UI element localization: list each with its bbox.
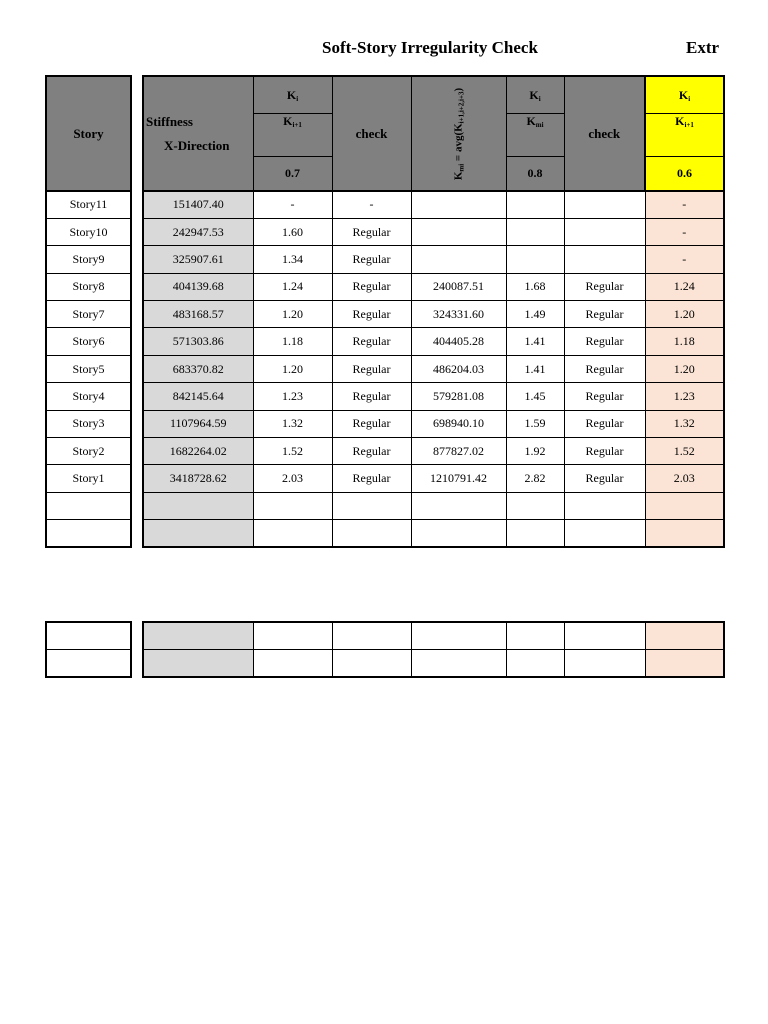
- ratio3-cell[interactable]: 1.20: [645, 355, 724, 382]
- table-row: [143, 492, 724, 519]
- table-row: [143, 301, 724, 328]
- kmi-formula-header: $K_{mi} = avg(K_{i+1,i+2,i+3})$: [411, 76, 506, 191]
- ratio2-cell[interactable]: [506, 218, 564, 245]
- ratio3-cell[interactable]: 1.24: [645, 273, 724, 300]
- check2-cell[interactable]: Regular: [564, 328, 645, 355]
- ratio1-cell[interactable]: 1.20: [253, 355, 332, 382]
- table-row: [143, 383, 724, 410]
- ratio3-cell[interactable]: 1.52: [645, 438, 724, 465]
- ratio1-cell[interactable]: 1.23: [253, 383, 332, 410]
- ratio1-cell[interactable]: [253, 649, 332, 676]
- table-row: [46, 246, 131, 273]
- table-row: [46, 191, 131, 218]
- table-row: [46, 301, 131, 328]
- stiffness-cell[interactable]: [143, 622, 253, 649]
- ratio2-cell[interactable]: [506, 520, 564, 547]
- kmi-cell[interactable]: 486204.03: [411, 355, 506, 382]
- story-cell[interactable]: Story6: [46, 328, 131, 355]
- table-row: [46, 383, 131, 410]
- kmi-cell[interactable]: 404405.28: [411, 328, 506, 355]
- table-row: [46, 355, 131, 382]
- ki1-header-3: $K_{i+1}$: [645, 114, 724, 157]
- story-cell[interactable]: Story3: [46, 410, 131, 437]
- story-column-table-lower: [45, 621, 132, 678]
- kmi-cell[interactable]: 1210791.42: [411, 465, 506, 492]
- check2-cell[interactable]: Regular: [564, 273, 645, 300]
- ratio2-cell[interactable]: 2.82: [506, 465, 564, 492]
- ratio2-cell[interactable]: 1.41: [506, 355, 564, 382]
- kmi-cell[interactable]: [411, 520, 506, 547]
- story-column-table: [45, 75, 132, 548]
- story-cell[interactable]: Story2: [46, 438, 131, 465]
- ratio2-cell[interactable]: [506, 492, 564, 519]
- table-row: [143, 246, 724, 273]
- table-row: [143, 465, 724, 492]
- kmi-cell[interactable]: [411, 492, 506, 519]
- stiffness-cell[interactable]: [143, 649, 253, 676]
- check1-cell[interactable]: Regular: [332, 246, 411, 273]
- kmi-cell[interactable]: 324331.60: [411, 301, 506, 328]
- check1-cell[interactable]: [332, 520, 411, 547]
- check2-cell[interactable]: [564, 191, 645, 218]
- check2-cell[interactable]: [564, 246, 645, 273]
- sheet-title-right: Extr: [686, 38, 720, 57]
- story-cell[interactable]: Story1: [46, 465, 131, 492]
- check2-cell[interactable]: [564, 218, 645, 245]
- kmi-cell[interactable]: [411, 191, 506, 218]
- kmi-cell[interactable]: [411, 649, 506, 676]
- check1-cell[interactable]: Regular: [332, 355, 411, 382]
- ki-header: $K_i$: [253, 76, 332, 114]
- sheet-title: Soft-Story Irregularity Check: [322, 38, 538, 57]
- ratio1-cell[interactable]: 1.52: [253, 438, 332, 465]
- ratio1-cell[interactable]: -: [253, 191, 332, 218]
- story-cell[interactable]: [46, 649, 131, 676]
- table-row: [46, 218, 131, 245]
- ratio3-cell[interactable]: 1.20: [645, 301, 724, 328]
- threshold-1: 0.7: [253, 156, 332, 191]
- ratio3-cell[interactable]: [645, 622, 724, 649]
- check1-cell[interactable]: [332, 492, 411, 519]
- ratio2-cell[interactable]: 1.59: [506, 410, 564, 437]
- ratio1-cell[interactable]: 1.18: [253, 328, 332, 355]
- story-cell[interactable]: Story9: [46, 246, 131, 273]
- stiffness-header: Stiffness X-Direction: [143, 76, 253, 191]
- ratio2-cell[interactable]: 1.92: [506, 438, 564, 465]
- table-row: [143, 438, 724, 465]
- threshold-2: 0.8: [506, 156, 564, 191]
- story-header: Story: [46, 76, 131, 191]
- story-cell[interactable]: [46, 622, 131, 649]
- table-row: [46, 328, 131, 355]
- stiffness-cell[interactable]: 242947.53: [143, 218, 253, 245]
- stiffness-table: [142, 75, 725, 548]
- check1-cell[interactable]: Regular: [332, 410, 411, 437]
- kmi-cell[interactable]: [411, 246, 506, 273]
- check2-cell[interactable]: [564, 649, 645, 676]
- stiffness-table-lower: [142, 621, 725, 678]
- ki-header-2: $K_i$: [506, 76, 564, 114]
- ratio3-cell[interactable]: 2.03: [645, 465, 724, 492]
- story-cell[interactable]: [46, 520, 131, 547]
- ratio2-cell[interactable]: 1.41: [506, 328, 564, 355]
- story-cell[interactable]: Story7: [46, 301, 131, 328]
- ratio1-cell[interactable]: 1.24: [253, 273, 332, 300]
- ratio3-cell[interactable]: 1.18: [645, 328, 724, 355]
- story-cell[interactable]: Story5: [46, 355, 131, 382]
- check1-cell[interactable]: Regular: [332, 438, 411, 465]
- table-row: [143, 355, 724, 382]
- stiffness-cell[interactable]: 483168.57: [143, 301, 253, 328]
- stiffness-cell[interactable]: 1107964.59: [143, 410, 253, 437]
- check1-cell[interactable]: -: [332, 191, 411, 218]
- ratio3-cell[interactable]: 1.32: [645, 410, 724, 437]
- ratio3-cell[interactable]: 1.23: [645, 383, 724, 410]
- kmi-cell[interactable]: 877827.02: [411, 438, 506, 465]
- ki-header-3: $K_i$: [645, 76, 724, 114]
- ratio2-cell[interactable]: [506, 191, 564, 218]
- check1-cell[interactable]: Regular: [332, 273, 411, 300]
- check2-cell[interactable]: Regular: [564, 301, 645, 328]
- check1-cell[interactable]: [332, 649, 411, 676]
- ratio2-cell[interactable]: [506, 622, 564, 649]
- ratio3-cell[interactable]: [645, 520, 724, 547]
- ratio1-cell[interactable]: [253, 492, 332, 519]
- check1-cell[interactable]: Regular: [332, 465, 411, 492]
- ratio1-cell[interactable]: 1.32: [253, 410, 332, 437]
- ratio1-cell[interactable]: [253, 520, 332, 547]
- table-row: [143, 191, 724, 218]
- ratio3-cell[interactable]: [645, 492, 724, 519]
- table-row: [143, 520, 724, 547]
- check2-cell[interactable]: Regular: [564, 465, 645, 492]
- kmi-cell[interactable]: 579281.08: [411, 383, 506, 410]
- check1-cell[interactable]: [332, 622, 411, 649]
- stiffness-cell[interactable]: [143, 520, 253, 547]
- check2-cell[interactable]: Regular: [564, 438, 645, 465]
- ratio2-cell[interactable]: [506, 649, 564, 676]
- kmi-cell[interactable]: [411, 218, 506, 245]
- table-row: [143, 273, 724, 300]
- check2-cell[interactable]: Regular: [564, 355, 645, 382]
- check1-cell[interactable]: Regular: [332, 218, 411, 245]
- ratio1-cell[interactable]: [253, 622, 332, 649]
- kmi-cell[interactable]: [411, 622, 506, 649]
- story-cell[interactable]: Story8: [46, 273, 131, 300]
- kmi-header: $K_{mi}$: [506, 114, 564, 157]
- stiffness-cell[interactable]: 325907.61: [143, 246, 253, 273]
- check2-cell[interactable]: [564, 622, 645, 649]
- check2-cell[interactable]: [564, 492, 645, 519]
- table-row: [46, 492, 131, 519]
- ratio2-cell[interactable]: 1.68: [506, 273, 564, 300]
- table-row: [143, 649, 724, 676]
- ratio1-cell[interactable]: 1.20: [253, 301, 332, 328]
- stiffness-cell[interactable]: 842145.64: [143, 383, 253, 410]
- stiffness-cell[interactable]: 3418728.62: [143, 465, 253, 492]
- check2-cell[interactable]: Regular: [564, 410, 645, 437]
- table-row: [46, 410, 131, 437]
- table-row: [46, 465, 131, 492]
- threshold-3: 0.6: [645, 156, 724, 191]
- table-row: [46, 649, 131, 676]
- check2-cell[interactable]: [564, 520, 645, 547]
- table-row: [143, 410, 724, 437]
- stiffness-cell[interactable]: 571303.86: [143, 328, 253, 355]
- story-cell[interactable]: Story10: [46, 218, 131, 245]
- kmi-cell[interactable]: 698940.10: [411, 410, 506, 437]
- check2-cell[interactable]: Regular: [564, 383, 645, 410]
- ratio1-cell[interactable]: 2.03: [253, 465, 332, 492]
- table-row: [46, 273, 131, 300]
- ratio1-cell[interactable]: 1.60: [253, 218, 332, 245]
- check1-cell[interactable]: Regular: [332, 328, 411, 355]
- ratio3-cell[interactable]: -: [645, 218, 724, 245]
- table-row: [143, 622, 724, 649]
- ratio2-cell[interactable]: 1.45: [506, 383, 564, 410]
- check2-header: check: [564, 76, 645, 191]
- table-row: [46, 622, 131, 649]
- stiffness-cell[interactable]: 683370.82: [143, 355, 253, 382]
- kmi-cell[interactable]: 240087.51: [411, 273, 506, 300]
- check1-header: check: [332, 76, 411, 191]
- story-cell[interactable]: Story11: [46, 191, 131, 218]
- story-cell[interactable]: [46, 492, 131, 519]
- ratio3-cell[interactable]: -: [645, 246, 724, 273]
- ratio3-cell[interactable]: [645, 649, 724, 676]
- table-row: [143, 218, 724, 245]
- ratio2-cell[interactable]: 1.49: [506, 301, 564, 328]
- stiffness-cell[interactable]: [143, 492, 253, 519]
- table-row: [46, 438, 131, 465]
- check1-cell[interactable]: Regular: [332, 301, 411, 328]
- ratio2-cell[interactable]: [506, 246, 564, 273]
- stiffness-cell[interactable]: 151407.40: [143, 191, 253, 218]
- stiffness-cell[interactable]: 404139.68: [143, 273, 253, 300]
- ki1-header: $K_{i+1}$: [253, 114, 332, 157]
- table-row: [46, 520, 131, 547]
- story-cell[interactable]: Story4: [46, 383, 131, 410]
- check1-cell[interactable]: Regular: [332, 383, 411, 410]
- ratio1-cell[interactable]: 1.34: [253, 246, 332, 273]
- table-row: [143, 328, 724, 355]
- ratio3-cell[interactable]: -: [645, 191, 724, 218]
- stiffness-cell[interactable]: 1682264.02: [143, 438, 253, 465]
